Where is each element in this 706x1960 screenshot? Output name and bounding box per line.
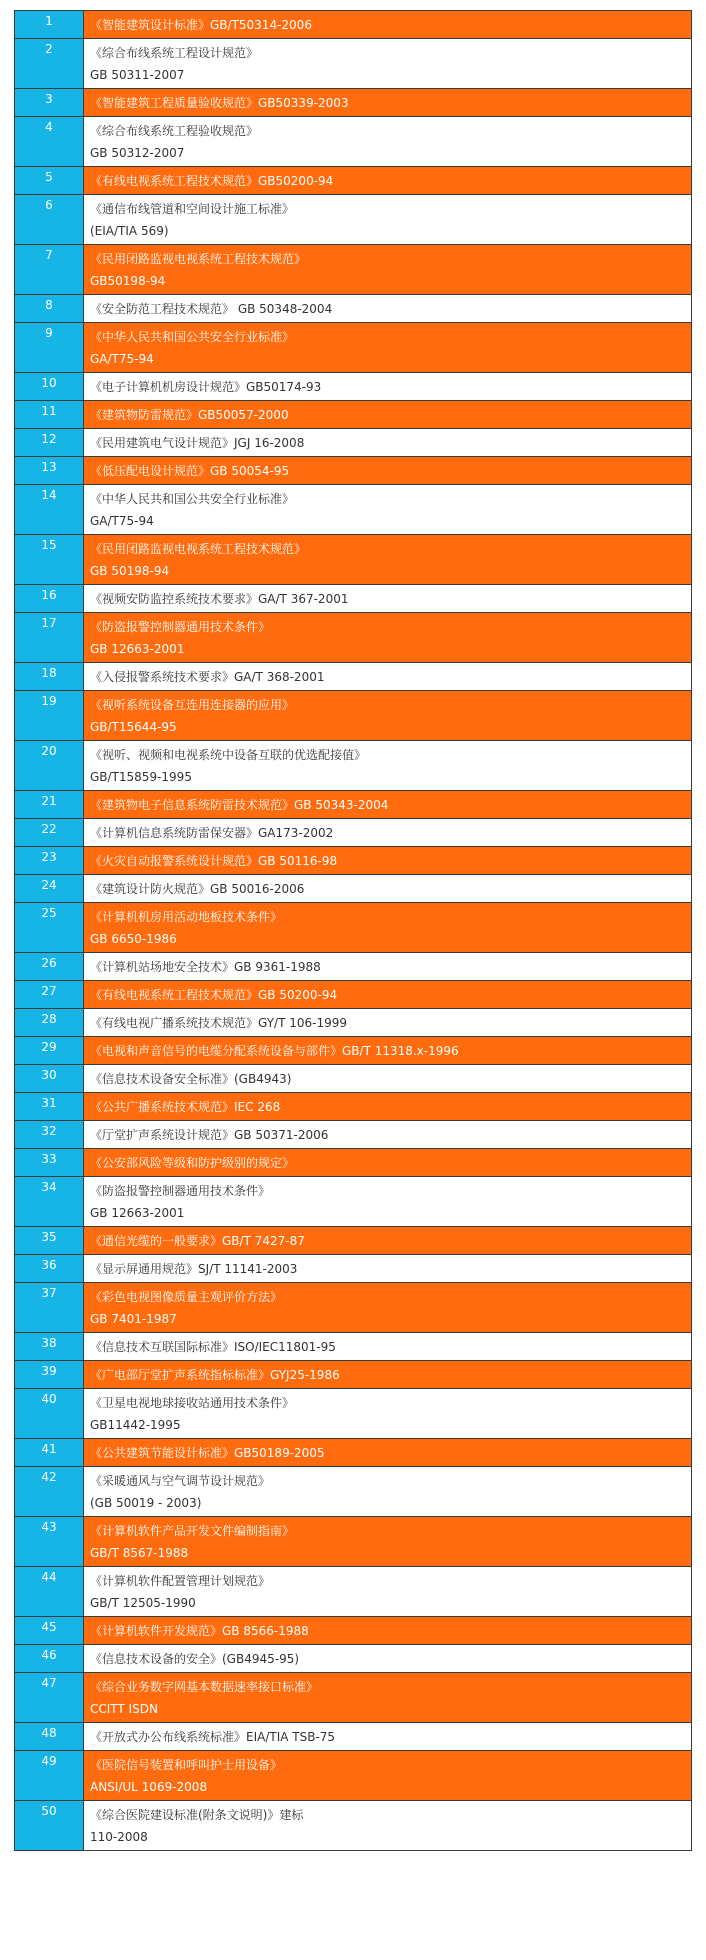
- row-number: 21: [15, 791, 84, 819]
- standard-title: 《广电部厅堂扩声系统指标标准》GYJ25-1986: [90, 1368, 340, 1382]
- standard-cell: [84, 1389, 692, 1439]
- table-row: [15, 1283, 692, 1333]
- row-number: 45: [15, 1617, 84, 1645]
- table-row: [15, 1751, 692, 1801]
- standard-cell: [84, 535, 692, 585]
- standard-title: 《视听系统设备互连用连接器的应用》: [90, 698, 295, 712]
- standard-title: 《中华人民共和国公共安全行业标准》: [90, 330, 295, 344]
- standard-code: GB11442-1995: [90, 1418, 181, 1432]
- row-number: 5: [15, 167, 84, 195]
- row-number: 20: [15, 741, 84, 791]
- standard-title: 《防盗报警控制器通用技术条件》: [90, 1184, 271, 1198]
- table-row: [15, 485, 692, 535]
- standard-cell: [84, 1361, 692, 1389]
- row-number: 47: [15, 1673, 84, 1723]
- standard-cell: [84, 1617, 692, 1645]
- table-row: [15, 1361, 692, 1389]
- standard-code: GB 7401-1987: [90, 1312, 177, 1326]
- standard-code: GB 50312-2007: [90, 146, 185, 160]
- table-row: [15, 373, 692, 401]
- standard-cell: [84, 663, 692, 691]
- standard-title: 《民用闭路监视电视系统工程技术规范》: [90, 542, 307, 556]
- table-row: [15, 1801, 692, 1851]
- standard-cell: [84, 1567, 692, 1617]
- table-row: [15, 903, 692, 953]
- standard-code: GB 6650-1986: [90, 932, 177, 946]
- row-number: 43: [15, 1517, 84, 1567]
- standard-cell: [84, 1439, 692, 1467]
- row-number: 39: [15, 1361, 84, 1389]
- row-number: 32: [15, 1121, 84, 1149]
- standard-cell: [84, 1517, 692, 1567]
- standard-cell: [84, 1673, 692, 1723]
- row-number: 2: [15, 39, 84, 89]
- standard-cell: [84, 981, 692, 1009]
- table-row: [15, 117, 692, 167]
- standard-title: 《电视和声音信号的电缆分配系统设备与部件》GB/T 11318.x-1996: [90, 1044, 459, 1058]
- standard-title: 《综合业务数字网基本数据速率接口标准》: [90, 1680, 319, 1694]
- standard-title: 《民用闭路监视电视系统工程技术规范》: [90, 252, 307, 266]
- standard-title: 《有线电视系统工程技术规范》GB50200-94: [90, 174, 334, 188]
- standard-cell: [84, 39, 692, 89]
- row-number: 49: [15, 1751, 84, 1801]
- table-row: [15, 89, 692, 117]
- table-row: [15, 535, 692, 585]
- row-number: 41: [15, 1439, 84, 1467]
- table-row: [15, 1567, 692, 1617]
- standard-code: GB 50198-94: [90, 564, 170, 578]
- standard-cell: [84, 1093, 692, 1121]
- standard-title: 《电子计算机机房设计规范》GB50174-93: [90, 380, 322, 394]
- standard-title: 《安全防范工程技术规范》 GB 50348-2004: [90, 302, 333, 316]
- table-row: [15, 1673, 692, 1723]
- standard-code: GA/T75-94: [90, 514, 154, 528]
- standard-title: 《医院信号装置和呼叫护士用设备》: [90, 1758, 283, 1772]
- row-number: 7: [15, 245, 84, 295]
- standard-title: 《建筑物防雷规范》GB50057-2000: [90, 408, 289, 422]
- standard-code: GB/T15644-95: [90, 720, 177, 734]
- row-number: 1: [15, 11, 84, 39]
- row-number: 29: [15, 1037, 84, 1065]
- table-row: [15, 11, 692, 39]
- standard-title: 《厅堂扩声系统设计规范》GB 50371-2006: [90, 1128, 329, 1142]
- table-row: [15, 791, 692, 819]
- table-row: [15, 1149, 692, 1177]
- row-number: 11: [15, 401, 84, 429]
- table-row: [15, 1333, 692, 1361]
- row-number: 50: [15, 1801, 84, 1851]
- standard-title: 《信息技术设备安全标准》(GB4943): [90, 1072, 292, 1086]
- table-row: [15, 1037, 692, 1065]
- table-row: [15, 1723, 692, 1751]
- standard-code: GB/T15859-1995: [90, 770, 192, 784]
- standard-title: 《有线电视系统工程技术规范》GB 50200-94: [90, 988, 338, 1002]
- table-row: [15, 295, 692, 323]
- standard-cell: [84, 1723, 692, 1751]
- standard-cell: [84, 167, 692, 195]
- standard-cell: [84, 1121, 692, 1149]
- standard-cell: [84, 741, 692, 791]
- standard-title: 《视听、视频和电视系统中设备互联的优选配接值》: [90, 748, 367, 762]
- table-row: [15, 741, 692, 791]
- standard-cell: [84, 903, 692, 953]
- table-row: [15, 1065, 692, 1093]
- standard-cell: [84, 613, 692, 663]
- row-number: 28: [15, 1009, 84, 1037]
- standard-cell: [84, 1227, 692, 1255]
- standard-code: GB50198-94: [90, 274, 166, 288]
- row-number: 17: [15, 613, 84, 663]
- row-number: 31: [15, 1093, 84, 1121]
- table-row: [15, 1177, 692, 1227]
- standard-title: 《公共建筑节能设计标准》GB50189-2005: [90, 1446, 325, 1460]
- table-row: [15, 1009, 692, 1037]
- table-row: [15, 1389, 692, 1439]
- standard-title: 《计算机软件开发规范》GB 8566-1988: [90, 1624, 309, 1638]
- standard-cell: [84, 691, 692, 741]
- standard-title: 《有线电视广播系统技术规范》GY/T 106-1999: [90, 1016, 347, 1030]
- row-number: 4: [15, 117, 84, 167]
- row-number: 26: [15, 953, 84, 981]
- table-row: [15, 1255, 692, 1283]
- standard-cell: [84, 791, 692, 819]
- standard-cell: [84, 195, 692, 245]
- table-row: [15, 981, 692, 1009]
- standard-title: 《综合布线系统工程验收规范》: [90, 124, 259, 138]
- row-number: 14: [15, 485, 84, 535]
- table-row: [15, 613, 692, 663]
- standard-code: GB/T 8567-1988: [90, 1546, 189, 1560]
- standard-title: 《防盗报警控制器通用技术条件》: [90, 620, 271, 634]
- standard-cell: [84, 89, 692, 117]
- table-row: [15, 167, 692, 195]
- standard-title: 《通信光缆的一般要求》GB/T 7427-87: [90, 1234, 305, 1248]
- standard-cell: [84, 1177, 692, 1227]
- standard-title: 《建筑物电子信息系统防雷技术规范》GB 50343-2004: [90, 798, 389, 812]
- table-row: [15, 847, 692, 875]
- row-number: 42: [15, 1467, 84, 1517]
- row-number: 9: [15, 323, 84, 373]
- standard-code: CCITT ISDN: [90, 1702, 158, 1716]
- standard-title: 《智能建筑设计标准》GB/T50314-2006: [90, 18, 312, 32]
- table-row: [15, 39, 692, 89]
- row-number: 15: [15, 535, 84, 585]
- row-number: 19: [15, 691, 84, 741]
- table-row: [15, 401, 692, 429]
- standard-cell: [84, 585, 692, 613]
- standard-title: 《采暖通风与空气调节设计规范》: [90, 1474, 271, 1488]
- standard-title: 《民用建筑电气设计规范》JGJ 16-2008: [90, 436, 305, 450]
- table-row: [15, 1439, 692, 1467]
- table-row: [15, 1121, 692, 1149]
- standard-title: 《计算机站场地安全技术》GB 9361-1988: [90, 960, 321, 974]
- standard-cell: [84, 819, 692, 847]
- standard-cell: [84, 1333, 692, 1361]
- row-number: 18: [15, 663, 84, 691]
- row-number: 24: [15, 875, 84, 903]
- standard-code: 110-2008: [90, 1830, 148, 1844]
- row-number: 12: [15, 429, 84, 457]
- row-number: 38: [15, 1333, 84, 1361]
- standard-cell: [84, 953, 692, 981]
- standard-code: GA/T75-94: [90, 352, 154, 366]
- row-number: 6: [15, 195, 84, 245]
- table-row: [15, 1227, 692, 1255]
- standard-code: (EIA/TIA 569): [90, 224, 169, 238]
- row-number: 22: [15, 819, 84, 847]
- standard-cell: [84, 1283, 692, 1333]
- standard-cell: [84, 1801, 692, 1851]
- standard-title: 《低压配电设计规范》GB 50054-95: [90, 464, 290, 478]
- row-number: 36: [15, 1255, 84, 1283]
- standard-title: 《综合医院建设标准(附条文说明)》建标: [90, 1808, 304, 1822]
- standard-title: 《计算机软件配置管理计划规范》: [90, 1574, 271, 1588]
- row-number: 16: [15, 585, 84, 613]
- row-number: 25: [15, 903, 84, 953]
- standard-cell: [84, 1751, 692, 1801]
- standard-code: (GB 50019 - 2003): [90, 1496, 202, 1510]
- table-row: [15, 1617, 692, 1645]
- row-number: 44: [15, 1567, 84, 1617]
- standard-cell: [84, 1255, 692, 1283]
- standard-cell: [84, 1065, 692, 1093]
- row-number: 34: [15, 1177, 84, 1227]
- standard-title: 《视频安防监控系统技术要求》GA/T 367-2001: [90, 592, 349, 606]
- standard-cell: [84, 11, 692, 39]
- standard-title: 《火灾自动报警系统设计规范》GB 50116-98: [90, 854, 338, 868]
- standard-cell: [84, 245, 692, 295]
- table-row: [15, 1517, 692, 1567]
- row-number: 40: [15, 1389, 84, 1439]
- standard-title: 《中华人民共和国公共安全行业标准》: [90, 492, 295, 506]
- standard-title: 《通信布线管道和空间设计施工标准》: [90, 202, 295, 216]
- standard-title: 《显示屏通用规范》SJ/T 11141-2003: [90, 1262, 298, 1276]
- row-number: 13: [15, 457, 84, 485]
- standard-cell: [84, 401, 692, 429]
- standard-title: 《入侵报警系统技术要求》GA/T 368-2001: [90, 670, 325, 684]
- standard-code: GB 12663-2001: [90, 642, 185, 656]
- table-row: [15, 1645, 692, 1673]
- row-number: 33: [15, 1149, 84, 1177]
- standard-title: 《综合布线系统工程设计规范》: [90, 46, 259, 60]
- row-number: 30: [15, 1065, 84, 1093]
- table-row: [15, 663, 692, 691]
- row-number: 46: [15, 1645, 84, 1673]
- standard-title: 《公安部风险等级和防护级别的规定》: [90, 1156, 295, 1170]
- standards-table: [14, 10, 692, 1851]
- row-number: 35: [15, 1227, 84, 1255]
- standard-cell: [84, 1645, 692, 1673]
- standard-title: 《开放式办公布线系统标准》EIA/TIA TSB-75: [90, 1730, 336, 1744]
- standard-code: GB/T 12505-1990: [90, 1596, 196, 1610]
- standard-title: 《公共广播系统技术规范》IEC 268: [90, 1100, 281, 1114]
- row-number: 27: [15, 981, 84, 1009]
- standard-cell: [84, 875, 692, 903]
- table-row: [15, 245, 692, 295]
- standard-title: 《彩色电视图像质量主观评价方法》: [90, 1290, 283, 1304]
- row-number: 10: [15, 373, 84, 401]
- table-row: [15, 1467, 692, 1517]
- standard-title: 《信息技术互联国际标准》ISO/IEC11801-95: [90, 1340, 336, 1354]
- standard-title: 《计算机机房用活动地板技术条件》: [90, 910, 283, 924]
- table-row: [15, 953, 692, 981]
- standard-cell: [84, 323, 692, 373]
- standard-title: 《建筑设计防火规范》GB 50016-2006: [90, 882, 305, 896]
- table-row: [15, 1093, 692, 1121]
- table-row: [15, 323, 692, 373]
- table-row: [15, 429, 692, 457]
- standards-table-body: [15, 11, 692, 1851]
- standard-title: 《计算机软件产品开发文件编制指南》: [90, 1524, 295, 1538]
- standard-title: 《信息技术设备的安全》(GB4945-95): [90, 1652, 300, 1666]
- standard-cell: [84, 457, 692, 485]
- standard-code: ANSI/UL 1069-2008: [90, 1780, 208, 1794]
- table-row: [15, 585, 692, 613]
- table-row: [15, 195, 692, 245]
- standard-title: 《卫星电视地球接收站通用技术条件》: [90, 1396, 295, 1410]
- standard-cell: [84, 295, 692, 323]
- standard-cell: [84, 429, 692, 457]
- table-row: [15, 691, 692, 741]
- standard-cell: [84, 373, 692, 401]
- table-row: [15, 457, 692, 485]
- standard-cell: [84, 1009, 692, 1037]
- standard-code: GB 12663-2001: [90, 1206, 185, 1220]
- standard-cell: [84, 1467, 692, 1517]
- standard-title: 《计算机信息系统防雷保安器》GA173-2002: [90, 826, 334, 840]
- row-number: 8: [15, 295, 84, 323]
- row-number: 23: [15, 847, 84, 875]
- row-number: 3: [15, 89, 84, 117]
- table-row: [15, 875, 692, 903]
- standard-code: GB 50311-2007: [90, 68, 185, 82]
- row-number: 37: [15, 1283, 84, 1333]
- standard-cell: [84, 1149, 692, 1177]
- table-row: [15, 819, 692, 847]
- standard-cell: [84, 847, 692, 875]
- standard-cell: [84, 117, 692, 167]
- standard-title: 《智能建筑工程质量验收规范》GB50339-2003: [90, 96, 349, 110]
- standard-cell: [84, 1037, 692, 1065]
- row-number: 48: [15, 1723, 84, 1751]
- standard-cell: [84, 485, 692, 535]
